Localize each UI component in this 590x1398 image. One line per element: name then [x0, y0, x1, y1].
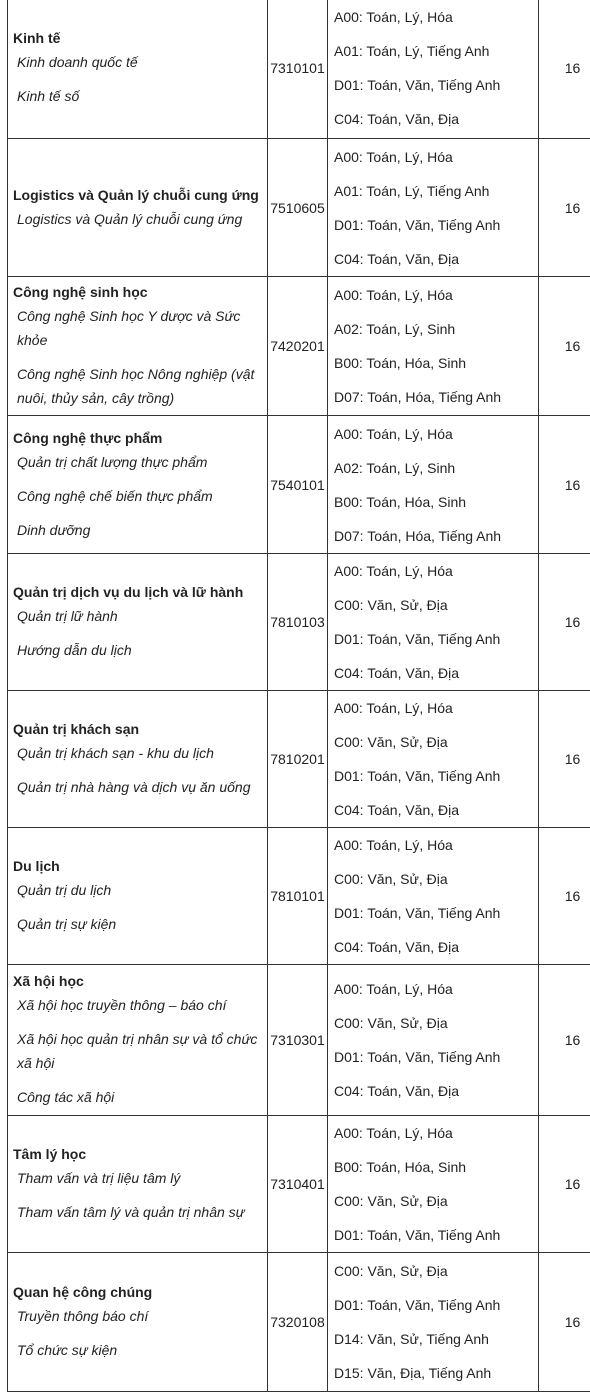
min-score: 16 [564, 1032, 581, 1048]
major-cell [8, 965, 268, 1116]
subject-combo: C00: Văn, Sử, Địa [334, 1193, 448, 1209]
subject-combo: A00: Toán, Lý, Hóa [334, 981, 453, 997]
subject-combo: A02: Toán, Lý, Sinh [334, 321, 456, 337]
min-score: 16 [564, 199, 581, 216]
subject-combo: A00: Toán, Lý, Hóa [334, 837, 453, 853]
specialization-item: Tham vấn tâm lý và quản trị nhân sự [17, 1204, 245, 1220]
major-group-title: Công nghệ thực phẩm [13, 429, 163, 446]
subject-combo: C00: Văn, Sử, Địa [334, 1015, 448, 1031]
major-code-cell [268, 0, 328, 139]
subject-combo: A00: Toán, Lý, Hóa [334, 700, 453, 716]
subject-combo: C04: Toán, Văn, Địa [334, 802, 460, 818]
major-code-cell [268, 277, 328, 416]
specialization-item: Tham vấn và trị liệu tâm lý [17, 1170, 181, 1186]
subject-combo: A00: Toán, Lý, Hóa [334, 287, 453, 303]
specialization-item: Quản trị sự kiện [17, 916, 117, 932]
subject-combo: A00: Toán, Lý, Hóa [334, 8, 453, 25]
subject-combo: A00: Toán, Lý, Hóa [334, 563, 453, 579]
min-score: 16 [564, 1314, 581, 1330]
major-code: 7810103 [270, 614, 325, 630]
min-score: 16 [564, 338, 581, 354]
specialization-item: Kinh tế số [17, 87, 80, 104]
min-score: 16 [564, 59, 581, 76]
table-row [8, 1116, 590, 1253]
major-group-title: Quản trị dịch vụ du lịch và lữ hành [13, 584, 244, 600]
subject-combo: D07: Toán, Hóa, Tiếng Anh [334, 527, 502, 544]
subject-combo: D01: Toán, Văn, Tiếng Anh [334, 76, 501, 93]
specialization-item: Hướng dẫn du lịch [17, 642, 132, 658]
score-cell [539, 0, 590, 139]
major-group-title: Tâm lý học [13, 1146, 87, 1162]
major-code: 7420201 [270, 338, 325, 354]
subject-combo: D01: Toán, Văn, Tiếng Anh [334, 216, 501, 233]
specialization-item: Công nghệ Sinh học Nông nghiệp (vật nuôi, thủy sản, cây trồng) [17, 366, 255, 406]
subject-combos-cell [328, 416, 539, 554]
major-code-cell [268, 554, 328, 691]
subject-combos-cell [328, 1116, 539, 1253]
subject-combo: B00: Toán, Hóa, Sinh [334, 1159, 467, 1175]
subject-combo: C04: Toán, Văn, Địa [334, 939, 460, 955]
subject-combo: C04: Toán, Văn, Địa [334, 1083, 460, 1099]
subject-combo: A02: Toán, Lý, Sinh [334, 459, 456, 476]
subject-combo: A00: Toán, Lý, Hóa [334, 1125, 453, 1141]
subject-combo: A01: Toán, Lý, Tiếng Anh [334, 42, 490, 59]
subject-combo: C04: Toán, Văn, Địa [334, 250, 460, 267]
specialization-item: Kinh doanh quốc tế [17, 53, 138, 70]
score-cell [539, 277, 590, 416]
specialization-item: Quản trị khách sạn - khu du lịch [17, 745, 214, 761]
major-group-title: Công nghệ sinh học [13, 284, 148, 300]
score-cell [539, 554, 590, 691]
subject-combo: A00: Toán, Lý, Hóa [334, 148, 453, 165]
major-group-title: Logistics và Quản lý chuỗi cung ứng [13, 186, 259, 203]
table-row [8, 1253, 590, 1392]
major-code-cell [268, 139, 328, 277]
subject-combo: C00: Văn, Sử, Địa [334, 871, 448, 887]
subject-combo: D01: Toán, Văn, Tiếng Anh [334, 1049, 501, 1065]
specialization-item: Logistics và Quản lý chuỗi cung ứng [17, 210, 243, 227]
major-code: 7310301 [270, 1032, 325, 1048]
specialization-item: Quản trị lữ hành [17, 608, 118, 624]
major-code: 7810201 [270, 751, 325, 767]
specialization-item: Truyền thông báo chí [17, 1308, 149, 1324]
specialization-item: Quản trị nhà hàng và dịch vụ ăn uống [17, 779, 251, 795]
major-cell [8, 1116, 268, 1253]
major-code-cell [268, 691, 328, 828]
subject-combo: D01: Toán, Văn, Tiếng Anh [334, 1227, 501, 1243]
subject-combos-cell [328, 139, 539, 277]
table-row [8, 416, 590, 554]
subject-combo: D01: Toán, Văn, Tiếng Anh [334, 631, 501, 647]
major-code-cell [268, 828, 328, 965]
subject-combos-cell [328, 554, 539, 691]
subject-combo: B00: Toán, Hóa, Sinh [334, 493, 467, 510]
specialization-item: Công nghệ Sinh học Y dược và Sức khỏe [17, 308, 241, 348]
major-cell [8, 1253, 268, 1392]
major-cell [8, 277, 268, 416]
specialization-item: Tổ chức sự kiện [17, 1342, 118, 1358]
subject-combo: D01: Toán, Văn, Tiếng Anh [334, 905, 501, 921]
subject-combos-cell [328, 277, 539, 416]
major-cell [8, 691, 268, 828]
table-row [8, 0, 590, 139]
major-group-title: Kinh tế [13, 29, 61, 46]
major-cell [8, 554, 268, 691]
subject-combo: C00: Văn, Sử, Địa [334, 597, 448, 613]
subject-combo: D01: Toán, Văn, Tiếng Anh [334, 1297, 501, 1313]
major-group-title: Quản trị khách sạn [13, 721, 140, 737]
table-row [8, 828, 590, 965]
major-cell [8, 0, 268, 139]
major-code: 7540101 [270, 476, 325, 493]
major-cell [8, 139, 268, 277]
score-cell [539, 1253, 590, 1392]
score-cell [539, 965, 590, 1116]
table-row [8, 554, 590, 691]
min-score: 16 [564, 614, 581, 630]
major-code-cell [268, 1253, 328, 1392]
subject-combo: D15: Văn, Địa, Tiếng Anh [334, 1365, 492, 1381]
specialization-item: Công tác xã hội [17, 1089, 115, 1105]
subject-combo: B00: Toán, Hóa, Sinh [334, 355, 467, 371]
score-cell [539, 416, 590, 554]
major-group-title: Quan hệ công chúng [13, 1284, 153, 1300]
specialization-item: Công nghệ chế biến thực phẩm [17, 487, 213, 504]
table-row [8, 691, 590, 828]
major-code-cell [268, 416, 328, 554]
subject-combos-cell [328, 691, 539, 828]
major-code-cell [268, 965, 328, 1116]
min-score: 16 [564, 888, 581, 904]
subject-combo: C04: Toán, Văn, Địa [334, 110, 460, 127]
major-group-title: Du lịch [13, 858, 60, 874]
score-cell [539, 1116, 590, 1253]
subject-combo: D14: Văn, Sử, Tiếng Anh [334, 1331, 489, 1347]
score-cell [539, 139, 590, 277]
major-code: 7310401 [270, 1176, 325, 1192]
subject-combo: A01: Toán, Lý, Tiếng Anh [334, 182, 490, 199]
table-row [8, 277, 590, 416]
min-score: 16 [564, 476, 581, 493]
score-cell [539, 828, 590, 965]
specialization-item: Xã hội học quản trị nhân sự và tổ chức xã hội [17, 1031, 258, 1071]
subject-combos-cell [328, 0, 539, 139]
table-row [8, 965, 590, 1116]
subject-combo: C04: Toán, Văn, Địa [334, 665, 460, 681]
subject-combo: C00: Văn, Sử, Địa [334, 1263, 448, 1279]
specialization-item: Quản trị du lịch [17, 882, 112, 898]
major-group-title: Xã hội học [13, 973, 84, 989]
min-score: 16 [564, 751, 581, 767]
major-code: 7510605 [270, 199, 325, 216]
min-score: 16 [564, 1176, 581, 1192]
major-code-cell [268, 1116, 328, 1253]
admissions-table [7, 0, 590, 1392]
major-code: 7320108 [270, 1314, 325, 1330]
subject-combo: A00: Toán, Lý, Hóa [334, 425, 453, 442]
major-cell [8, 828, 268, 965]
major-cell [8, 416, 268, 554]
subject-combos-cell [328, 1253, 539, 1392]
major-code: 7810101 [270, 888, 325, 904]
specialization-item: Quản trị chất lượng thực phẩm [17, 453, 208, 470]
table-row [8, 139, 590, 277]
subject-combo: C00: Văn, Sử, Địa [334, 734, 448, 750]
subject-combo: D01: Toán, Văn, Tiếng Anh [334, 768, 501, 784]
subject-combos-cell [328, 828, 539, 965]
specialization-item: Dinh dưỡng [17, 521, 91, 538]
admissions-table-body [8, 0, 590, 1392]
score-cell [539, 691, 590, 828]
specialization-item: Xã hội học truyền thông – báo chí [17, 997, 227, 1013]
subject-combos-cell [328, 965, 539, 1116]
subject-combo: D07: Toán, Hóa, Tiếng Anh [334, 389, 502, 405]
major-code: 7310101 [270, 59, 325, 76]
